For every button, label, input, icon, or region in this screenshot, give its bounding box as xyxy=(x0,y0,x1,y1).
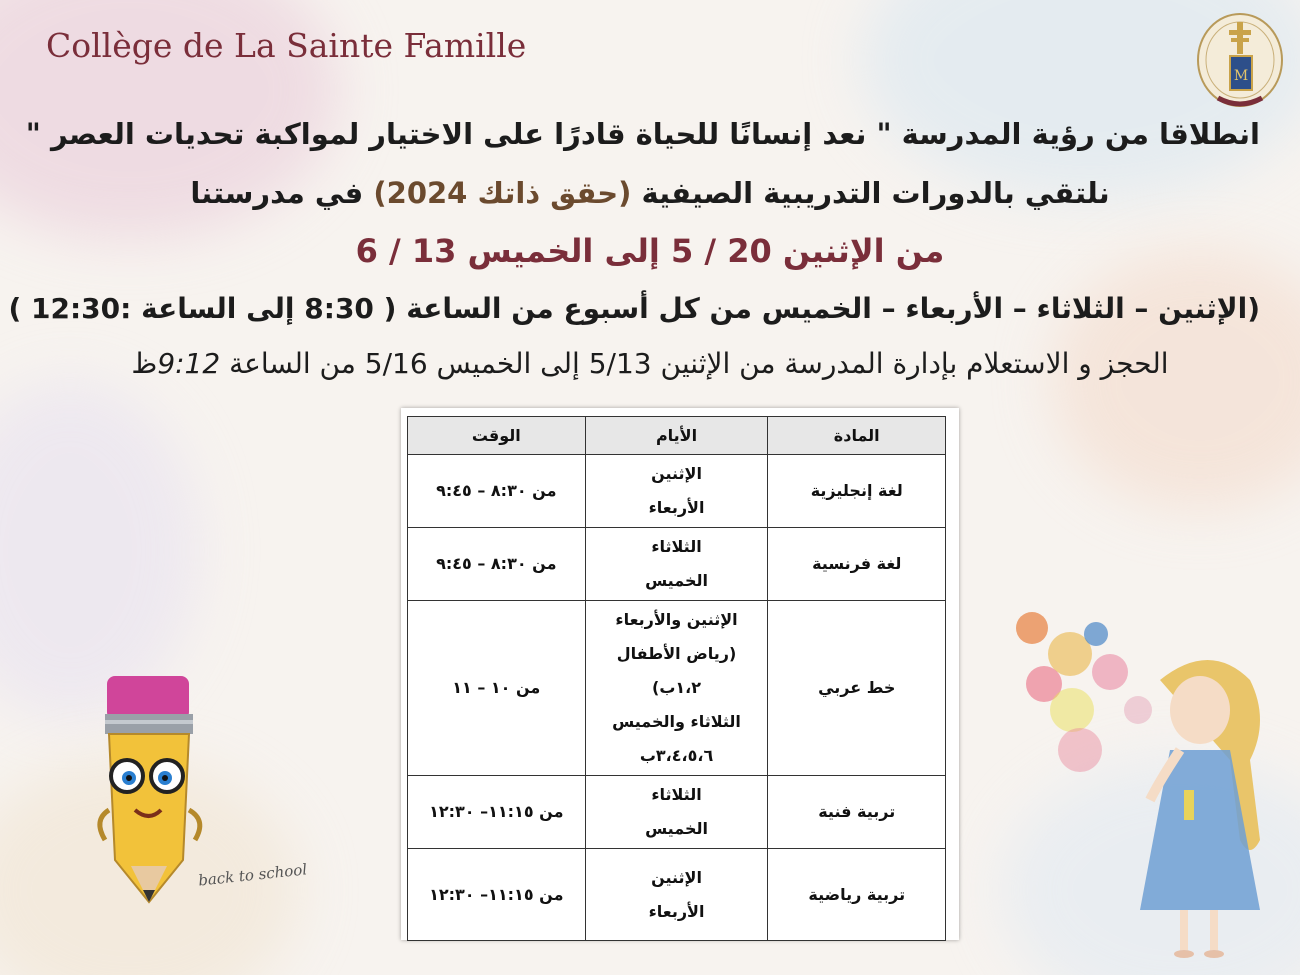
school-crest-logo xyxy=(1192,10,1288,118)
day-line: الخميس xyxy=(645,571,708,590)
subject-cell: خط عربي xyxy=(768,601,946,776)
day-line: الثلاثاء xyxy=(651,537,702,556)
svg-text:M: M xyxy=(1233,68,1249,84)
program-schedule: (الإثنين – الثلاثاء – الأربعاء – الخميس من كل أسبوع من الساعة ( 8:30 إلى الساعة :12:30 ) xyxy=(8,292,1260,325)
day-line: ٣،٤،٥،٦ب xyxy=(639,746,714,765)
day-line: الإثنين xyxy=(651,867,702,887)
table-row xyxy=(408,849,946,941)
courses-intro-prefix: نلتقي بالدورات التدريبية الصيفية xyxy=(641,176,1110,210)
days-cell xyxy=(585,528,768,601)
table-row xyxy=(408,455,946,528)
subject-cell: تربية فنية xyxy=(768,776,946,849)
school-name: Collège de La Sainte Famille xyxy=(46,26,527,65)
time-cell: من ١١:١٥– ١٢:٣٠ xyxy=(408,776,586,849)
day-line: الخميس xyxy=(645,819,708,838)
day-line: (رياض الأطفال xyxy=(616,644,737,663)
back-to-school-signature: back to school xyxy=(197,860,308,890)
time-cell: من ٨:٣٠ – ٩:٤٥ xyxy=(408,455,586,528)
day-line: ١،٢ب) xyxy=(652,678,702,697)
program-name: (حقق ذاتك 2024) xyxy=(373,176,632,210)
registration-info xyxy=(40,347,1260,380)
table-row xyxy=(408,601,946,776)
subject-cell: تربية رياضية xyxy=(768,849,946,941)
day-line: الإثنين xyxy=(651,464,702,483)
header-days: الأيام xyxy=(585,417,768,455)
subject-cell: لغة إنجليزية xyxy=(768,455,946,528)
header-subject: المادة xyxy=(768,417,946,455)
days-cell xyxy=(585,776,768,849)
registration-text: الحجز و الاستعلام بإدارة المدرسة من الإثنين 5/13 إلى الخميس 5/16 من الساعة xyxy=(229,347,1169,380)
day-line: الأربعاء xyxy=(648,901,705,921)
time-cell: من ١١:١٥– ١٢:٣٠ xyxy=(408,849,586,941)
day-line: الثلاثاء xyxy=(651,785,702,804)
time-cell: من ١٠ – ١١ xyxy=(408,601,586,776)
courses-intro-suffix: في مدرستنا xyxy=(190,176,364,210)
time-cell: من ٨:٣٠ – ٩:٤٥ xyxy=(408,528,586,601)
girl-blowing-bubbles-illustration xyxy=(1100,640,1300,970)
day-line: الإثنين والأربعاء xyxy=(615,610,738,629)
schedule-table-card xyxy=(401,408,959,940)
days-cell xyxy=(585,455,768,528)
table-header-row xyxy=(408,417,946,455)
vision-statement: انطلاقا من رؤية المدرسة " نعد إنسانًا للحياة قادرًا على الاختيار لمواكبة تحديات العصر " xyxy=(25,117,1260,151)
table-row xyxy=(408,528,946,601)
registration-time-suffix: ظ xyxy=(131,347,158,380)
courses-intro xyxy=(40,176,1260,210)
subject-cell: لغة فرنسية xyxy=(768,528,946,601)
schedule-table xyxy=(407,416,946,941)
days-cell xyxy=(585,601,768,776)
day-line: الأربعاء xyxy=(648,498,705,517)
header-time: الوقت xyxy=(408,417,586,455)
registration-time: 9:12 xyxy=(157,347,221,380)
days-cell xyxy=(585,849,768,941)
table-row xyxy=(408,776,946,849)
program-dates: من الإثنين 20 / 5 إلى الخميس 13 / 6 xyxy=(355,232,945,270)
day-line: الثلاثاء والخميس xyxy=(612,712,741,731)
